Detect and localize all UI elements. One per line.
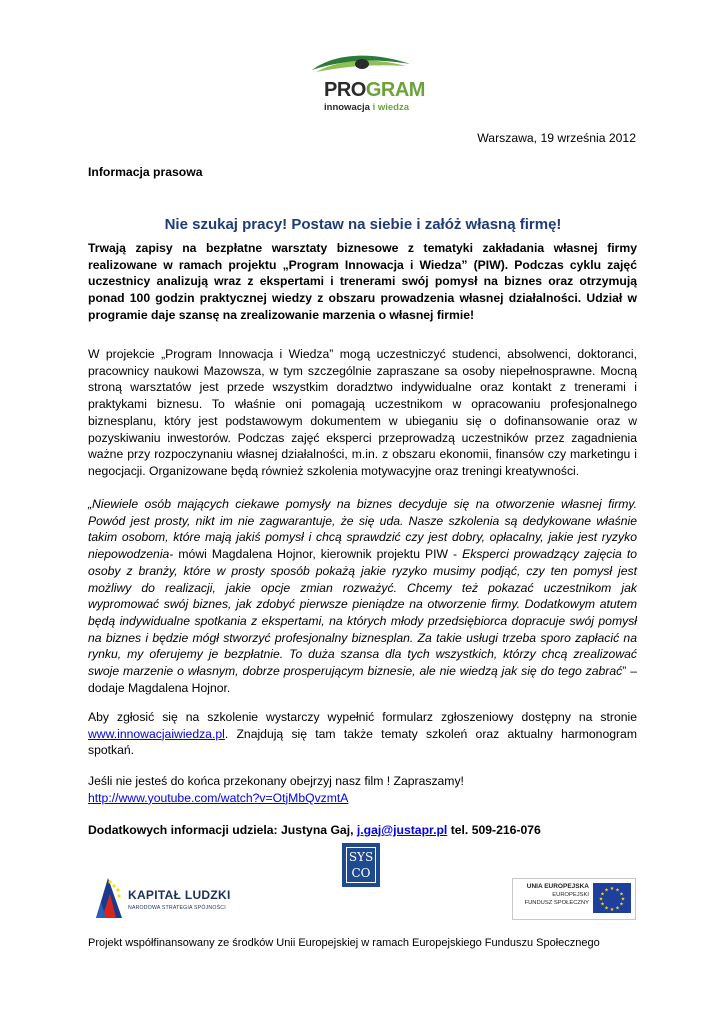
eu-text: [525, 883, 589, 907]
film-paragraph: [88, 773, 637, 806]
svg-text:★: ★: [620, 896, 626, 903]
svg-text:★: ★: [615, 905, 620, 912]
svg-text:★: ★: [619, 891, 624, 898]
kapital-ludzki-emblem-icon: [92, 872, 126, 922]
contact-email-link[interactable]: j.gaj@justapr.pl: [356, 823, 448, 837]
document-date: Warszawa, 19 września 2012: [477, 131, 636, 145]
quote-attribution: - mówi Magdalena Hojnor, kierownik projektu PIW -: [169, 547, 463, 562]
quote-part-1: „Niewiele osób mających ciekawe pomysły na biznes decyduje się na otworzenie własnej firmy. Powód jest prosty, nikt im nie zagwarantuje, że się uda. Nasze szkolenia są dedykowane właśnie takim osobom, które mają jakiś pomysł i chcą sprawdzić czy jest dobry, opłacalny, jakie jest ryzyko niepowodzenia: [88, 497, 637, 562]
svg-text:★: ★: [609, 907, 615, 913]
svg-text:★: ★: [600, 891, 605, 898]
svg-text:★: ★: [619, 901, 624, 908]
eu-line-1: UNIA EUROPEJSKA: [526, 883, 589, 890]
svg-text:★: ★: [604, 905, 609, 912]
svg-text:★: ★: [615, 887, 620, 894]
svg-text:★: ★: [600, 901, 605, 908]
svg-text:★: ★: [609, 886, 615, 892]
logo-wordmark: PROGRAM: [324, 79, 425, 101]
eu-line-2: EUROPEJSKI: [552, 892, 589, 898]
eu-flag-icon: [593, 883, 631, 913]
contact-phone: tel. 509-216-076: [447, 823, 541, 837]
kapital-ludzki-logo: [92, 872, 242, 924]
sysco-logo: [342, 843, 380, 887]
eu-logo: [512, 878, 636, 920]
kapital-ludzki-subtitle: NARODOWA STRATEGIA SPÓJNOŚCI: [128, 905, 226, 911]
lead-paragraph: Trwają zapisy na bezpłatne warsztaty biznesowe z tematyki zakładania własnej firmy realizowane w ramach projektu „Program Innowacja i Wiedza” (PIW). Podczas cyklu zajęć uczestnicy analizują wraz z ekspertami i trenerami swój pomysł na biznes oraz otrzymują ponad 100 godzin praktycznej wiedzy z obszaru prowadzenia własnej działalności. Udział w programie daje szansę na zrealizowanie marzenia o własnej firmie!: [88, 241, 637, 322]
body-paragraph: W projekcie „Program Innowacja i Wiedza” mogą uczestniczyć studenci, absolwenci, doktoranci, pracownicy naukowi Mazowsza, w tym szczególnie zapraszane sa osoby niepełnosprawne. Mocną stroną warsztatów jest przede wszystkim doradztwo indywidualne oraz kontakt z trenerami i praktykami biznesu. To właśnie oni pomagają uczestnikom w opracowaniu profesjonalnego biznesplanu, który jest podstawowym dokumentem w ubieganiu się o dofinansowanie oraz w pozyskiwaniu inwestorów. Podczas zajęć eksperci przeprowadzą uczestników przez zagadnienia ważne przy rozpoczynaniu własnej działalności, m.in. z obszaru ekonomii, finansów czy marketingu i negocjacji. Organizowane będą również szkolenia motywacyjne oraz treningi kreatywności.: [88, 347, 637, 478]
quote-closing: ” – dodaje Magdalena Hojnor.: [88, 664, 637, 695]
quote-paragraph: [88, 496, 637, 696]
youtube-link[interactable]: http://www.youtube.com/watch?v=OtjMbQvzmtA: [88, 790, 349, 805]
eu-line-3: FUNDUSZ SPOŁECZNY: [524, 900, 589, 906]
program-logo: [306, 50, 425, 120]
quote-part-2: Eksperci prowadzący zajęcia to osoby z branży, które w prosty sposób pokażą jakie ryzyko musimy podjąć, czy ten pomysł jest możliwy do realizacji, jakie opcje zmian rozważyć. Chcemy też pokazać uczestnikom jak wypromować swój biznes, jak zdobyć pierwsze pieniądze na otworzenie firmy. Dodatkowym atutem będą indywidualne spotkania z ekspertami, na których młody przedsiębiorca dopracuje swój pomysł na biznes i będzie mógł stworzyć profesjonalny biznesplan. Za takie usługi trzeba sporo zapłacić na rynku, my oferujemy je bezpłatnie. To duża szansa dla tych wszystkich, którzy chcą zrealizować swoje marzenie o własnym, dobrze prosperującym biznesie, ale nie wiedzą jak się do tego zabrać: [88, 547, 637, 679]
document-type: Informacja prasowa: [88, 165, 203, 179]
contact-line: [88, 822, 637, 839]
footer-note: Projekt współfinansowany ze środków Unii Europejskiej w ramach Europejskiego Funduszu Społecznego: [88, 937, 600, 949]
sysco-line-2: CO: [351, 866, 371, 880]
eye-swoosh-icon: [306, 50, 416, 82]
svg-text:★: ★: [598, 896, 604, 903]
sysco-line-1: SYS: [348, 850, 374, 864]
page-title: Nie szukaj pracy! Postaw na siebie i załóż własną firmę!: [164, 216, 562, 233]
film-text: Jeśli nie jesteś do końca przekonany obejrzyj nasz film ! Zapraszamy!: [88, 774, 464, 788]
website-link[interactable]: www.innowacjaiwiedza.pl: [88, 726, 225, 741]
signup-paragraph: [88, 709, 637, 759]
contact-label: Dodatkowych informacji udziela: Justyna Gaj,: [88, 823, 357, 837]
signup-text-after: . Znajdują się tam także tematy szkoleń oraz aktualny harmonogram spotkań.: [88, 726, 637, 758]
svg-text:★: ★: [604, 887, 609, 894]
logo-tagline: innowacja i wiedza: [324, 102, 410, 113]
kapital-ludzki-title: KAPITAŁ LUDZKI: [128, 888, 231, 902]
signup-text: Aby zgłosić się na szkolenie wystarczy wypełnić formularz zgłoszeniowy dostępny na stronie: [88, 710, 637, 724]
